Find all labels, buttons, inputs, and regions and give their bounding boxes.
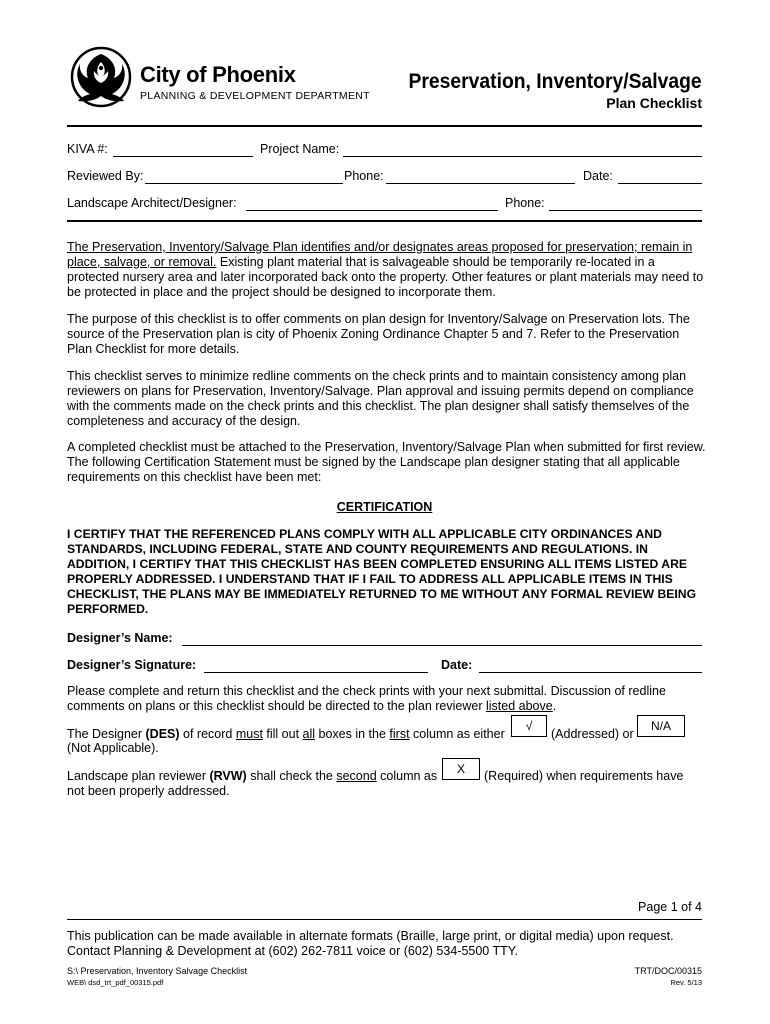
- footer-divider: [67, 919, 702, 920]
- kiva-label: KIVA #:: [67, 142, 108, 156]
- phone-label: Phone:: [344, 169, 384, 183]
- phone2-field[interactable]: [549, 196, 702, 211]
- document-code: TRT/DOC/00315: [634, 966, 702, 976]
- web-path: WEB\ dsd_trt_pdf_00315.pdf: [67, 978, 164, 987]
- certification-heading: CERTIFICATION: [336, 500, 433, 514]
- attachment-paragraph: A completed checklist must be attached to the Preservation, Inventory/Salvage Plan when submitted for first review. The following Certification Statement must be signed by the Landscape plan designer stating that all applicable requirements on this checklist have been met:: [67, 440, 706, 484]
- designer-instruction: The Designer (DES) of record must fill out all boxes in the first column as either: [67, 727, 505, 741]
- date-label: Date:: [583, 169, 613, 183]
- reviewer-instruction: Landscape plan reviewer (RVW) shall check the second column as: [67, 769, 438, 783]
- required-text: (Required) when requirements have: [484, 769, 684, 783]
- publication-line1: This publication can be made available in alternate formats (Braille, large print, or digital media) upon request.: [67, 929, 674, 943]
- project-name-label: Project Name:: [260, 142, 340, 156]
- reviewed-by-label: Reviewed By:: [67, 169, 144, 183]
- document-path: S:\ Preservation, Inventory Salvage Checklist: [67, 966, 248, 976]
- landscape-architect-field[interactable]: [246, 196, 498, 211]
- x-box-example: X: [442, 758, 480, 780]
- intro-paragraph: [67, 240, 707, 300]
- intro-rest: Existing plant material that is salvageable should be temporarily re-located in a protected nursery area and later incorporated back onto the property. Other features or plant materials may need to be protected in place and the project should be designed to incorporate them.: [67, 255, 704, 299]
- date-field[interactable]: [618, 169, 702, 184]
- org-name: City of Phoenix: [140, 62, 296, 87]
- publication-line2: Contact Planning & Development at (602) 262-7811 voice or (602) 534-5500 TTY.: [67, 944, 518, 958]
- document-title: Preservation, Inventory/Salvage: [408, 70, 702, 93]
- designer-name-field[interactable]: [182, 631, 702, 646]
- not-applicable-text: (Not Applicable).: [67, 741, 159, 755]
- reviewed-by-field[interactable]: [145, 169, 343, 184]
- designer-name-label: Designer’s Name:: [67, 631, 173, 645]
- document-subtitle: Plan Checklist: [606, 95, 702, 111]
- header-divider: [67, 125, 702, 127]
- department-name: PLANNING & DEVELOPMENT DEPARTMENT: [140, 90, 370, 102]
- project-name-field[interactable]: [343, 142, 702, 157]
- designer-signature-field[interactable]: [204, 658, 428, 673]
- landscape-architect-label: Landscape Architect/Designer:: [67, 196, 237, 210]
- complete-return-line2: comments on plans or this checklist should be directed to the plan reviewer listed above.: [67, 699, 557, 713]
- na-box-example: N/A: [637, 715, 685, 737]
- signature-date-field[interactable]: [479, 658, 702, 673]
- addressed-text: (Addressed) or: [551, 727, 634, 741]
- purpose-paragraph: The purpose of this checklist is to offer comments on plan design for Inventory/Salvage on Preservation lots. The source of the Preservation plan is city of Phoenix Zoning Ordinance Chapter 5 and 7. Refer to the Preservation Plan Checklist for more details.: [67, 312, 690, 356]
- phone2-label: Phone:: [505, 196, 545, 210]
- phone-field[interactable]: [386, 169, 575, 184]
- complete-return-line1: Please complete and return this checklist and the check prints with your next submittal. Discussion of redline: [67, 684, 666, 698]
- intro-underlined: The Preservation, Inventory/Salvage Plan identifies and/or designates areas proposed for preservation; remain in place, salvage, or removal.: [67, 240, 693, 269]
- phoenix-bird-icon: [70, 46, 132, 108]
- form-divider: [67, 220, 702, 222]
- reviewer-instruction-line2: not been properly addressed.: [67, 784, 230, 798]
- signature-date-label: Date:: [441, 658, 473, 672]
- check-box-example: √: [511, 715, 547, 737]
- certification-text: I CERTIFY THAT THE REFERENCED PLANS COMPLY WITH ALL APPLICABLE CITY ORDINANCES AND STANDARDS, INCLUDING FEDERAL, STATE AND COUNTY REQUIREMENTS AND REGULATIONS. IN ADDITION, I CERTIFY THAT THIS CHECKLIST HAS BEEN COMPLETED ENSURING ALL ITEMS LISTED ARE PROPERLY ADDRESSED. I UNDERSTAND THAT IF I FAIL TO ADDRESS ALL APPLICABLE ITEMS IN THIS CHECKLIST, THE PLANS MAY BE IMMEDIATELY RETURNED TO ME WITHOUT ANY FORMAL REVIEW BEING PERFORMED.: [67, 527, 697, 616]
- page-indicator: Page 1 of 4: [638, 900, 702, 914]
- designer-signature-label: Designer’s Signature:: [67, 658, 197, 672]
- kiva-field[interactable]: [113, 142, 253, 157]
- revision-date: Rev. 5/13: [670, 978, 702, 987]
- consistency-paragraph: This checklist serves to minimize redline comments on the check prints and to maintain consistency among plan reviewers on plans for Preservation, Inventory/Salvage. Plan approval and issuing permits depend on compliance with the comments made on the check prints and this checklist. The plan designer shall satisfy themselves of the completeness and accuracy of the design.: [67, 369, 694, 428]
